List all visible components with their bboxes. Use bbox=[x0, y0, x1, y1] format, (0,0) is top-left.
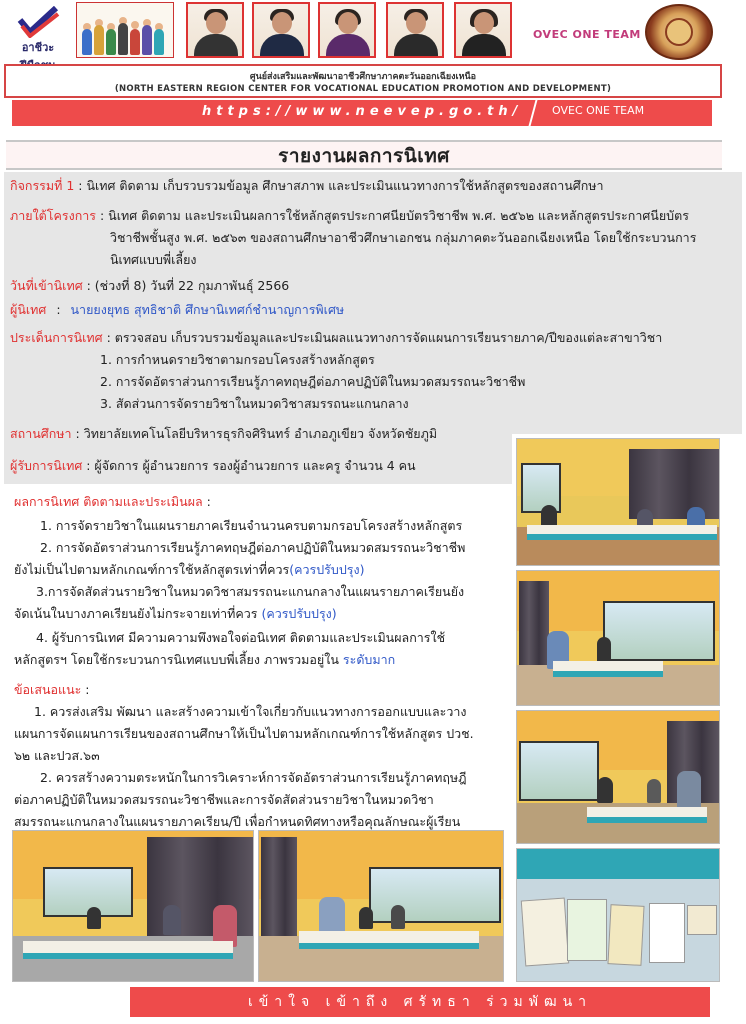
satisfaction-level: ระดับมาก bbox=[342, 652, 396, 667]
issue-item-2: 2. การจัดอัตราส่วนการเรียนรู้ภาคทฤษฎีต่อภาคปฏิบัติในหมวดสมรรถนะวิชาชีพ bbox=[100, 374, 526, 389]
supervisor-line bbox=[10, 300, 344, 320]
date-line bbox=[10, 276, 289, 296]
activity-text: : นิเทศ ติดตาม เก็บรวบรวมข้อมูล ศึกษาสภาพ และประเมินแนวทางการใช้หลักสูตรของสถานศึกษา bbox=[78, 178, 604, 193]
ovec-seal-icon bbox=[645, 4, 713, 60]
school-line bbox=[10, 424, 437, 444]
documents-photo bbox=[516, 848, 720, 982]
recipient-text: : ผู้จัดการ ผู้อำนวยการ รองผู้อำนวยการ และครู จำนวน 4 คน bbox=[86, 458, 416, 473]
activity-line bbox=[10, 176, 604, 196]
check-mark-logo-icon bbox=[16, 6, 60, 38]
date-label: วันที่เข้านิเทศ bbox=[10, 278, 83, 293]
school-label: สถานศึกษา bbox=[10, 426, 72, 441]
school-text: : วิทยาลัยเทคโนโลยีบริหารธุรกิจศิรินทร์ อำเภอภูเขียว จังหวัดชัยภูมิ bbox=[75, 426, 438, 441]
footer-slogan-bar bbox=[130, 987, 710, 1017]
footer-slogan: เข้าใจ เข้าถึง ศรัทธา ร่วมพัฒนา bbox=[247, 994, 593, 1010]
project-text-2: วิชาชีพชั้นสูง พ.ศ. ๒๕๖๓ ของสถานศึกษาอาชีวศึกษาเอกชน กลุ่มภาคตะวันออกเฉียงเหนือ โดยใช้กระบวนการ bbox=[110, 230, 697, 245]
meeting-photo-2 bbox=[516, 570, 720, 706]
url-bar bbox=[12, 100, 712, 126]
supervisor-label: ผู้นิเทศ bbox=[10, 302, 47, 317]
results-heading: ผลการนิเทศ ติดตามและประเมินผล bbox=[14, 494, 203, 509]
activity-label: กิจกรรมที่ 1 bbox=[10, 178, 75, 193]
team-illustration bbox=[76, 2, 174, 58]
meeting-photo-1 bbox=[516, 438, 720, 566]
website-link[interactable]: https://www.neevep.go.th/ bbox=[202, 104, 523, 119]
suggestion-line-5: ต่อภาคปฏิบัติในหมวดสมรรถนะวิชาชีพและการจัดสัดส่วนรายวิชาในหมวดวิชา bbox=[14, 792, 434, 807]
results-heading-line bbox=[14, 492, 211, 512]
meeting-photo-4 bbox=[12, 830, 254, 982]
report-title-row bbox=[6, 140, 722, 170]
recipient-label: ผู้รับการนิเทศ bbox=[10, 458, 83, 473]
result-line-6: 4. ผู้รับการนิเทศ มีความความพึงพอใจต่อนิเทศ ติดตามและประเมินผลการใช้ bbox=[36, 630, 446, 645]
supervisor-name: นายยงยุทธ สุทธิชาติ ศึกษานิเทศก์ชำนาญการพิเศษ bbox=[70, 302, 345, 317]
suggestion-heading-line bbox=[14, 680, 90, 700]
meeting-photo-3 bbox=[516, 710, 720, 844]
suggestion-line-1: 1. ควรส่งเสริม พัฒนา และสร้างความเข้าใจเกี่ยวกับแนวทางการออกแบบและวาง bbox=[34, 704, 467, 719]
url-bar-separator bbox=[529, 100, 538, 126]
issue-label: ประเด็นการนิเทศ bbox=[10, 330, 103, 345]
issue-text: : ตรวจสอบ เก็บรวบรวมข้อมูลและประเมินผลแนวทางการจัดแผนการเรียนรายภาค/ปีของแต่ละสาขาวิชา bbox=[106, 330, 663, 345]
executive-photo-4 bbox=[386, 2, 444, 58]
vocational-logo bbox=[8, 6, 68, 60]
result-line-4: 3.การจัดสัดส่วนรายวิชาในหมวดวิชาสมรรถนะแกนกลางในแผนรายภาคเรียนยัง bbox=[36, 584, 465, 599]
center-name-banner bbox=[4, 64, 722, 98]
center-name-thai: ศูนย์ส่งเสริมและพัฒนาอาชีวศึกษาภาคตะวันออกเฉียงเหนือ bbox=[249, 72, 477, 82]
executive-photo-1 bbox=[186, 2, 244, 58]
improve-note-1: (ควรปรับปรุง) bbox=[289, 562, 365, 577]
suggestion-line-3: ๖๒ และปวส.๖๓ bbox=[14, 748, 100, 763]
executive-photo-2 bbox=[252, 2, 310, 58]
suggestion-line-6: สมรรถนะแกนกลางในแผนรายภาคเรียน/ปี เพื่อกำหนดทิศทางหรือคุณลักษณะผู้เรียน bbox=[14, 814, 461, 829]
center-name-english: (NORTH EASTERN REGION CENTER FOR VOCATIONAL EDUCATION PROMOTION AND DEVELOPMENT) bbox=[114, 84, 612, 94]
executive-photo-3 bbox=[318, 2, 376, 58]
executive-photo-5 bbox=[454, 2, 512, 58]
project-line-1 bbox=[10, 206, 689, 226]
issue-item-3: 3. สัดส่วนการจัดรายวิชาในหมวดวิชาสมรรถนะแกนกลาง bbox=[100, 396, 409, 411]
issue-item-1: 1. การกำหนดรายวิชาตามกรอบโครงสร้างหลักสูตร bbox=[100, 352, 375, 367]
result-line-5: จัดเน้นในบางภาคเรียนยังไม่กระจายเท่าที่ควร (ควรปรับปรุง) bbox=[14, 606, 337, 621]
supervisor-separator: : bbox=[56, 302, 61, 317]
url-bar-ovec-label: OVEC ONE TEAM bbox=[552, 104, 645, 117]
project-text-3: นิเทศแบบพี่เลี้ยง bbox=[110, 252, 197, 267]
date-text: : (ช่วงที่ 8) วันที่ 22 กุมภาพันธุ์ 2566 bbox=[86, 278, 290, 293]
ovec-one-team-label: OVEC ONE TEAM bbox=[533, 28, 641, 41]
suggestion-line-4: 2. ควรสร้างความตระหนักในการวิเคราะห์การจัดอัตราส่วนการเรียนรู้ภาคทฤษฎี bbox=[40, 770, 467, 785]
result-line-7: หลักสูตรฯ โดยใช้กระบวนการนิเทศแบบพี่เลี้ยง ภาพรวมอยู่ใน ระดับมาก bbox=[14, 652, 396, 667]
recipient-line bbox=[10, 456, 416, 476]
improve-note-2: (ควรปรับปรุง) bbox=[261, 606, 337, 621]
suggestion-colon: : bbox=[81, 682, 90, 697]
project-label: ภายใต้โครงการ bbox=[10, 208, 96, 223]
result-line-1: 1. การจัดรายวิชาในแผนรายภาคเรียนจำนวนครบตามกรอบโครงสร้างหลักสูตร bbox=[40, 518, 463, 533]
meeting-photo-5 bbox=[258, 830, 504, 982]
suggestion-heading: ข้อเสนอแนะ bbox=[14, 682, 82, 697]
result-line-3: ยังไม่เป็นไปตามหลักเกณฑ์การใช้หลักสูตรเท่าที่ควร(ควรปรับปรุง) bbox=[14, 562, 365, 577]
result-line-2: 2. การจัดอัตราส่วนการเรียนรู้ภาคทฤษฎีต่อภาคปฏิบัติในหมวดสมรรถนะวิชาชีพ bbox=[40, 540, 466, 555]
project-text-1: : นิเทศ ติดตาม และประเมินผลการใช้หลักสูตรประกาศนียบัตรวิชาชีพ พ.ศ. ๒๕๖๒ และหลักสูตรประกาศนียบัตร bbox=[99, 208, 689, 223]
issue-line bbox=[10, 328, 662, 348]
report-title: รายงานผลการนิเทศ bbox=[278, 145, 450, 167]
suggestion-line-2: แผนการจัดแผนการเรียนของสถานศึกษาให้เป็นไปตามหลักเกณฑ์การใช้หลักสูตร ปวช. bbox=[14, 726, 474, 741]
results-colon: : bbox=[202, 494, 211, 509]
logo-text: อาชีวะ bbox=[21, 41, 55, 54]
